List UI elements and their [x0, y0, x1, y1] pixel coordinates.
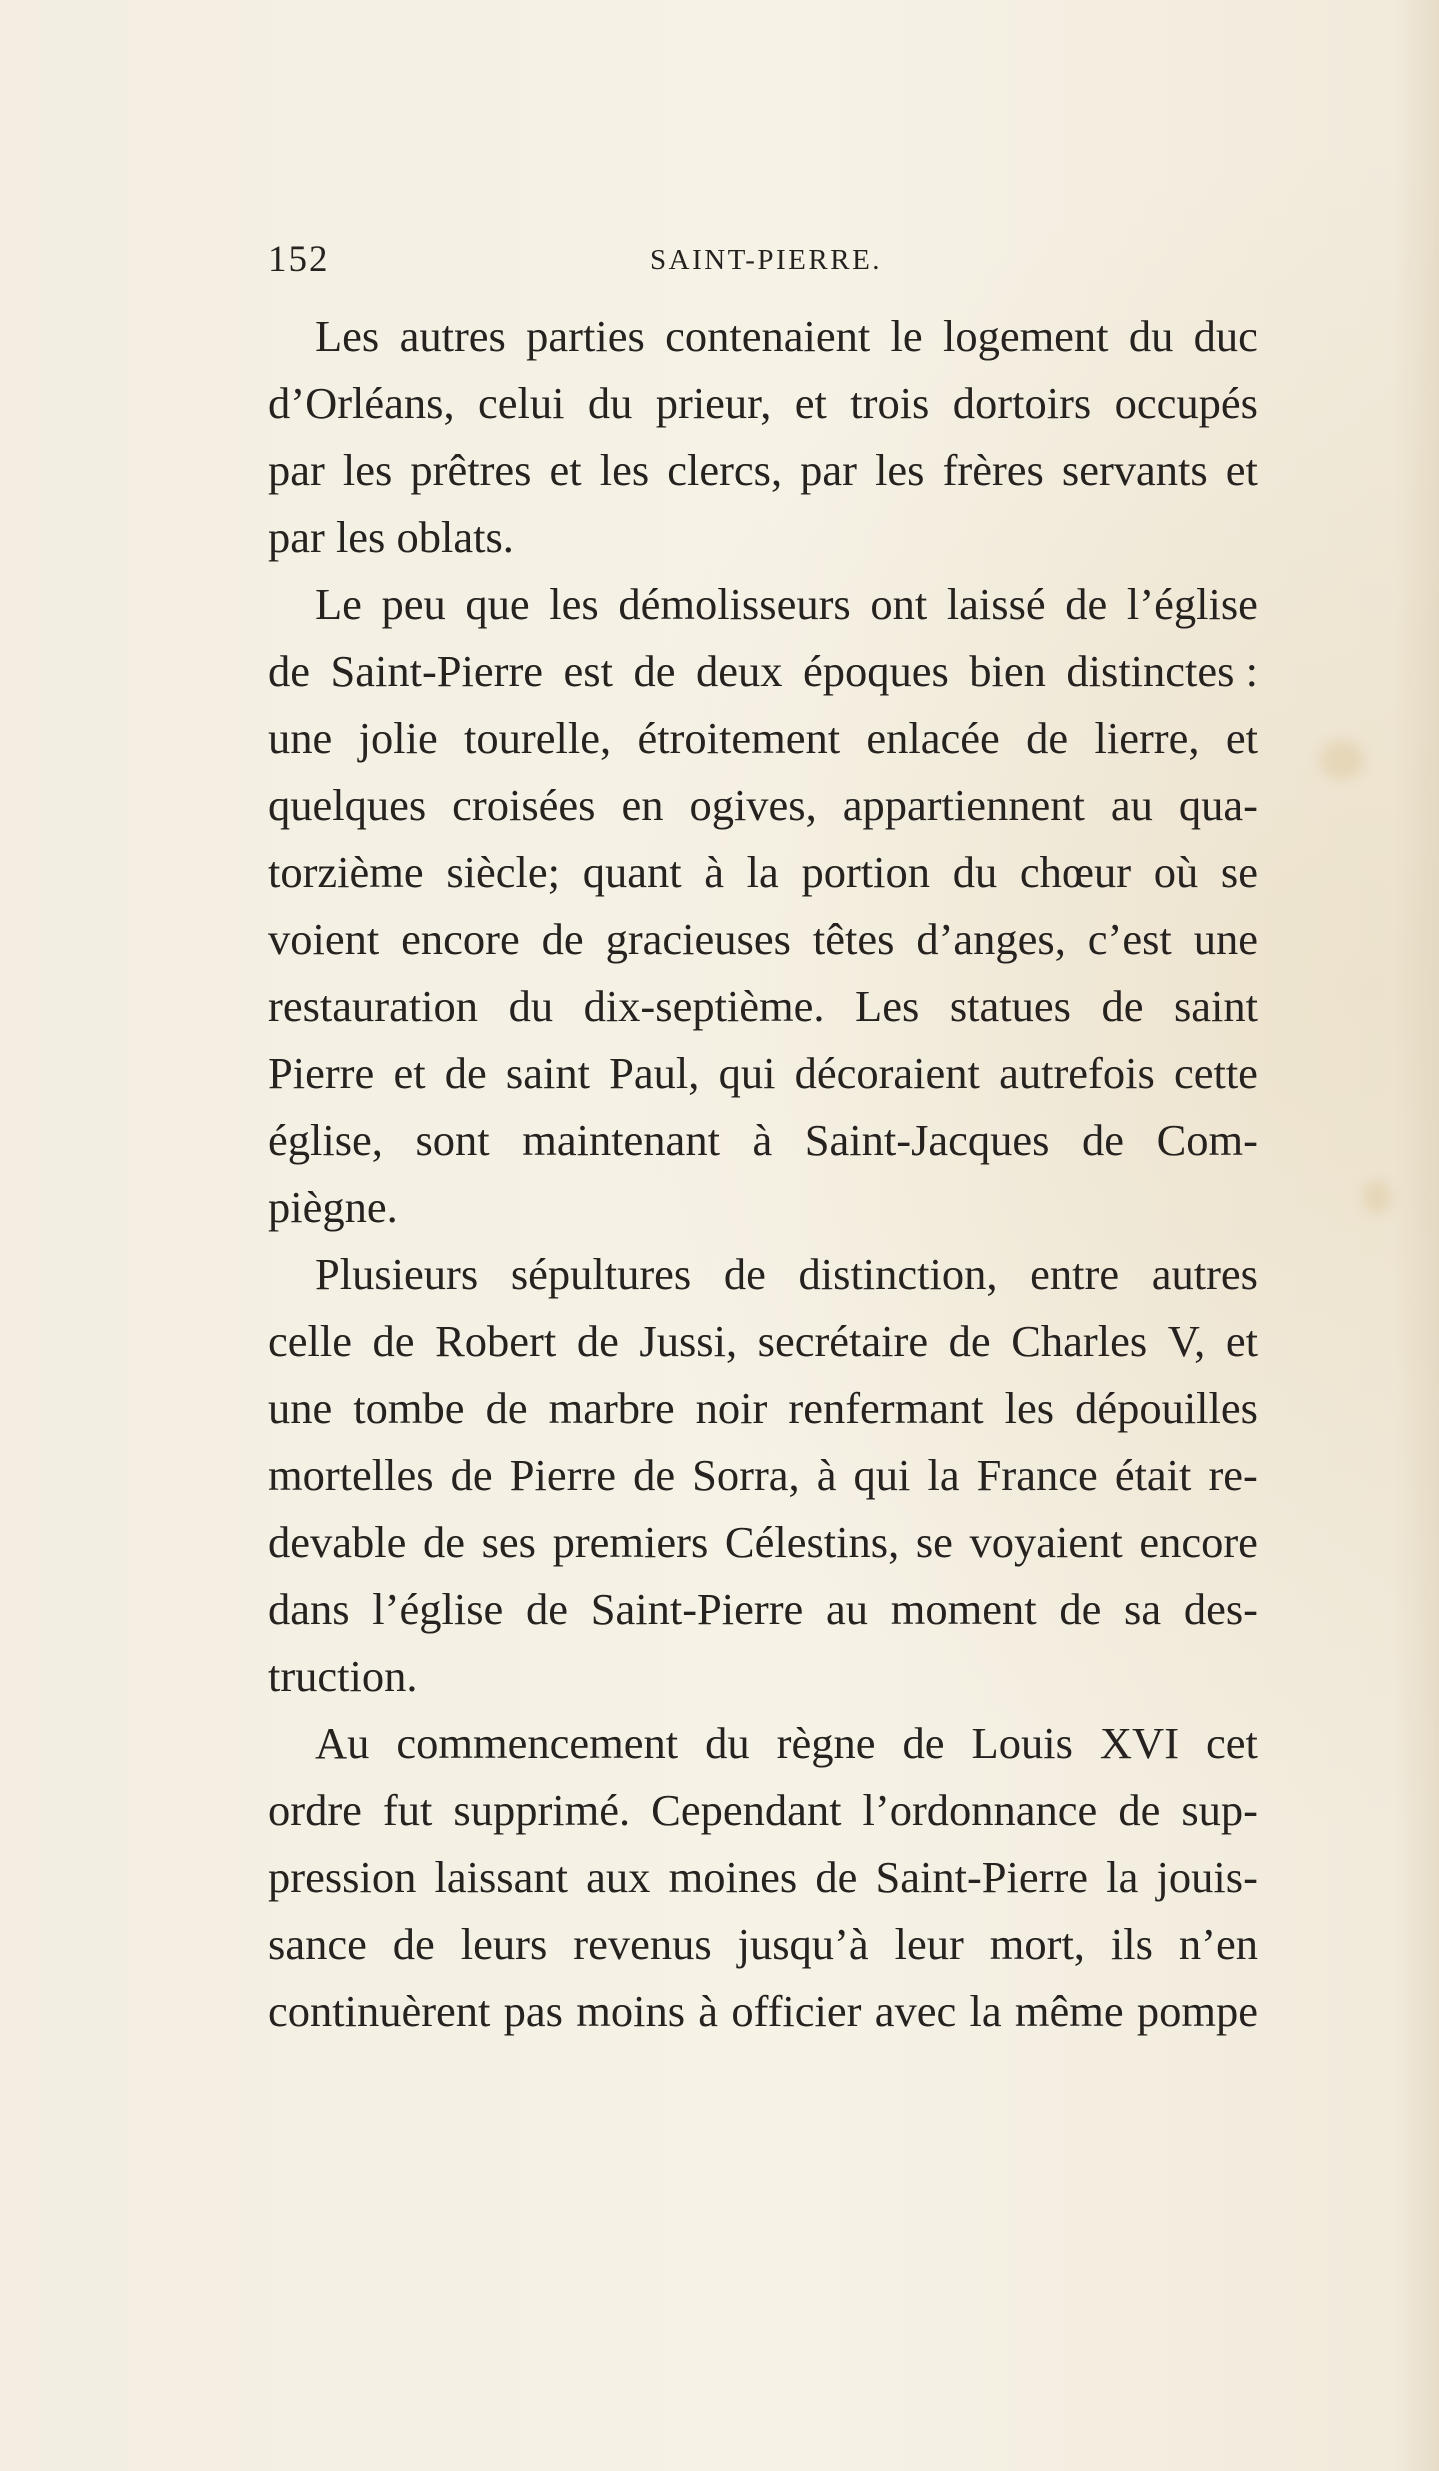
text-line: [268, 437, 1258, 504]
word: deux: [695, 646, 783, 696]
word: dix-septième.: [583, 981, 825, 1031]
word: démolisseurs: [618, 579, 851, 629]
word: c’est: [1087, 914, 1172, 964]
word: du: [587, 378, 633, 428]
word: Les: [855, 981, 920, 1031]
text-line: [268, 906, 1258, 973]
word: ses: [481, 1517, 536, 1567]
word: de: [815, 1852, 858, 1902]
word: noir: [695, 1383, 768, 1433]
word: de: [723, 1249, 766, 1299]
word: fut: [382, 1785, 433, 1835]
word: époques: [802, 646, 949, 696]
word: logement: [942, 311, 1109, 361]
word: Cependant: [651, 1785, 842, 1835]
word: Com-: [1156, 1115, 1258, 1165]
word: de: [392, 1919, 435, 1969]
page-number: 152: [268, 239, 330, 280]
word: mort,: [989, 1919, 1085, 1969]
word: cet: [1206, 1718, 1258, 1768]
word: l’église: [1126, 579, 1258, 629]
word: leurs: [460, 1919, 548, 1969]
text-line: [268, 504, 1258, 571]
word: Pierre: [268, 1048, 375, 1098]
word: du: [508, 981, 554, 1031]
text-line: [268, 1643, 1258, 1710]
word: chœur: [1019, 847, 1132, 897]
word: cette: [1173, 1048, 1258, 1098]
word: continuèrent: [268, 1986, 491, 2036]
word: saint: [505, 1048, 590, 1098]
word: d’anges,: [916, 914, 1066, 964]
text-line: [268, 1978, 1258, 2045]
word: parties: [526, 311, 645, 361]
text-line: [268, 973, 1258, 1040]
word: voient: [268, 914, 380, 964]
word: de: [450, 1450, 493, 1500]
text-line: [268, 705, 1258, 772]
word: où: [1153, 847, 1199, 897]
word: de: [372, 1316, 415, 1366]
word: laissé: [946, 579, 1046, 629]
word: par: [800, 445, 857, 495]
word: dépouilles: [1075, 1383, 1258, 1433]
word: une: [268, 1383, 333, 1433]
text-line: [268, 1576, 1258, 1643]
word: Pierre: [509, 1450, 616, 1500]
word: laissant: [434, 1852, 568, 1902]
page-header: [268, 232, 1258, 292]
word: sa: [1124, 1584, 1162, 1634]
text-line: [268, 1509, 1258, 1576]
text-line: [268, 1844, 1258, 1911]
word: par les oblats.: [268, 512, 514, 562]
word: étroitement: [637, 713, 841, 763]
word: de: [1101, 981, 1144, 1031]
word: entre: [1030, 1249, 1120, 1299]
word: du: [952, 847, 998, 897]
word: truction.: [268, 1651, 418, 1701]
word: revenus: [573, 1919, 712, 1969]
word: la: [1106, 1852, 1139, 1902]
word: marbre: [548, 1383, 675, 1433]
word: secrétaire: [757, 1316, 929, 1366]
word: quant: [582, 847, 682, 897]
text-line: [268, 1040, 1258, 1107]
word: Paul,: [609, 1048, 700, 1098]
word: bien: [969, 646, 1046, 696]
text-line: [268, 1442, 1258, 1509]
word: Louis: [971, 1718, 1073, 1768]
word: France: [976, 1450, 1098, 1500]
word: dans: [268, 1584, 350, 1634]
word: appartiennent: [842, 780, 1085, 830]
word: ils: [1110, 1919, 1153, 1969]
word: de: [1082, 1115, 1125, 1165]
word: de: [633, 1450, 676, 1500]
running-head: SAINT-PIERRE.: [650, 244, 883, 276]
word: contenaient: [665, 311, 871, 361]
paragraph: [268, 1241, 1258, 1710]
word: sup-: [1181, 1785, 1258, 1835]
word: pompe: [1136, 1986, 1258, 2036]
word: et: [393, 1048, 426, 1098]
word: moins: [576, 1986, 686, 2036]
word: au: [1110, 780, 1153, 830]
paragraph: [268, 571, 1258, 1241]
word: des-: [1183, 1584, 1258, 1634]
word: était: [1114, 1450, 1192, 1500]
word: encore: [401, 914, 520, 964]
text-line: [268, 1174, 1258, 1241]
word: quelques: [268, 780, 427, 830]
word: et: [794, 378, 827, 428]
word: mortelles: [268, 1450, 434, 1500]
word: Plusieurs: [315, 1249, 479, 1299]
word: Saint-Pierre: [875, 1852, 1089, 1902]
word: sépultures: [510, 1249, 692, 1299]
word: Saint-Jacques: [804, 1115, 1050, 1165]
text-line: [268, 1911, 1258, 1978]
word: gracieuses: [605, 914, 791, 964]
word: en: [621, 780, 664, 830]
word: ordre: [268, 1785, 362, 1835]
text-line: [268, 1107, 1258, 1174]
text-line: [268, 1777, 1258, 1844]
word: croisées: [452, 780, 596, 830]
word: de: [422, 1517, 465, 1567]
word: autres: [399, 311, 506, 361]
word: enlacée: [866, 713, 1000, 763]
word: de: [1026, 713, 1069, 763]
word: est: [563, 646, 613, 696]
word: de: [1065, 579, 1108, 629]
word: re-: [1208, 1450, 1258, 1500]
word: de: [485, 1383, 528, 1433]
word: voyaient: [969, 1517, 1123, 1567]
word: une: [268, 713, 333, 763]
word: siècle;: [446, 847, 561, 897]
word: l’église: [372, 1584, 504, 1634]
paper-stain: [1362, 1180, 1392, 1214]
text-line: [268, 638, 1258, 705]
text-line: [268, 839, 1258, 906]
word: jusqu’à: [737, 1919, 869, 1969]
word: que: [465, 579, 530, 629]
word: les: [1004, 1383, 1055, 1433]
word: de: [526, 1584, 569, 1634]
word: moines: [668, 1852, 798, 1902]
word: de: [444, 1048, 487, 1098]
word: à: [704, 847, 724, 897]
word: restauration: [268, 981, 479, 1031]
word: une: [1193, 914, 1258, 964]
word: et: [1225, 713, 1258, 763]
word: tourelle,: [464, 713, 612, 763]
word: se: [1220, 847, 1258, 897]
word: les: [875, 445, 925, 495]
word: Les: [315, 311, 380, 361]
word: clercs,: [667, 445, 783, 495]
word: Robert: [435, 1316, 557, 1366]
word: du: [705, 1718, 750, 1768]
word: autres: [1151, 1249, 1258, 1299]
word: piègne.: [268, 1182, 398, 1232]
word: n’en: [1178, 1919, 1258, 1969]
word: les: [549, 579, 599, 629]
paragraph: [268, 303, 1258, 571]
word: qua-: [1178, 780, 1258, 830]
word: lierre,: [1094, 713, 1200, 763]
word: la: [746, 847, 779, 897]
word: se: [915, 1517, 953, 1567]
text-line: [268, 303, 1258, 370]
word: de: [1059, 1584, 1102, 1634]
word: saint: [1173, 981, 1258, 1031]
word: église,: [268, 1115, 383, 1165]
word: ogives,: [689, 780, 817, 830]
word: distinctes :: [1066, 646, 1258, 696]
word: à: [816, 1450, 837, 1500]
word: et: [1225, 445, 1258, 495]
word: qui: [718, 1048, 776, 1098]
word: le: [890, 311, 923, 361]
word: devable: [268, 1517, 407, 1567]
word: la: [927, 1450, 960, 1500]
word: et: [549, 445, 582, 495]
word: du: [1128, 311, 1174, 361]
word: et: [1225, 1316, 1258, 1366]
word: de: [268, 646, 311, 696]
word: duc: [1193, 311, 1258, 361]
word: sont: [415, 1115, 490, 1165]
text-line: [268, 1375, 1258, 1442]
word: qui: [853, 1450, 911, 1500]
paragraph: [268, 1710, 1258, 2045]
text-line: [268, 1241, 1258, 1308]
word: torzième: [268, 847, 424, 897]
word: supprimé.: [453, 1785, 631, 1835]
paper-stain: [1320, 740, 1364, 780]
word: les: [342, 445, 393, 495]
word: maintenant: [522, 1115, 720, 1165]
word: décoraient: [794, 1048, 980, 1098]
word: autrefois: [999, 1048, 1155, 1098]
word: XVI: [1099, 1718, 1180, 1768]
word: têtes: [812, 914, 895, 964]
word: règne: [776, 1718, 876, 1768]
word: prêtres: [410, 445, 532, 495]
word: frères: [942, 445, 1044, 495]
word: portion: [801, 847, 931, 897]
word: de: [541, 914, 584, 964]
word: Sorra,: [692, 1450, 800, 1500]
word: la: [969, 1986, 1002, 2036]
word: sance: [268, 1919, 367, 1969]
word: à: [698, 1986, 719, 2036]
word: distinction,: [798, 1249, 998, 1299]
word: de: [633, 646, 676, 696]
word: V,: [1167, 1316, 1206, 1366]
word: peu: [381, 579, 446, 629]
word: Saint-Pierre: [590, 1584, 804, 1634]
word: celui: [477, 378, 565, 428]
word: d’Orléans,: [268, 378, 455, 428]
word: statues: [949, 981, 1071, 1031]
word: commencement: [396, 1718, 679, 1768]
word: jolie: [358, 713, 438, 763]
word: Charles: [1011, 1316, 1148, 1366]
text-line: [268, 370, 1258, 437]
word: aux: [586, 1852, 651, 1902]
word: servants: [1061, 445, 1208, 495]
word: renfermant: [788, 1383, 984, 1433]
word: jouis-: [1156, 1852, 1258, 1902]
word: Célestins,: [724, 1517, 900, 1567]
word: de: [902, 1718, 945, 1768]
word: officier: [731, 1986, 862, 2036]
word: par: [268, 445, 325, 495]
word: les: [599, 445, 650, 495]
text-line: [268, 571, 1258, 638]
word: pression: [268, 1852, 417, 1902]
word: au: [826, 1584, 869, 1634]
word: même: [1014, 1986, 1124, 2036]
word: avec: [874, 1986, 957, 2036]
word: Le: [315, 579, 362, 629]
page-edge-shadow: [1393, 0, 1439, 2471]
word: premiers: [552, 1517, 709, 1567]
word: l’ordonnance: [862, 1785, 1098, 1835]
word: moment: [890, 1584, 1037, 1634]
text-line: [268, 772, 1258, 839]
word: à: [752, 1115, 773, 1165]
word: celle: [268, 1316, 352, 1366]
word: leur: [894, 1919, 964, 1969]
word: pas: [503, 1986, 563, 2036]
word: tombe: [353, 1383, 465, 1433]
text-line: [268, 1710, 1258, 1777]
word: de: [1118, 1785, 1161, 1835]
word: prieur,: [655, 378, 772, 428]
word: Au: [315, 1718, 370, 1768]
word: occupés: [1114, 378, 1258, 428]
word: de: [576, 1316, 619, 1366]
word: encore: [1139, 1517, 1258, 1567]
text-line: [268, 1308, 1258, 1375]
word: ont: [870, 579, 928, 629]
word: Saint-Pierre: [330, 646, 544, 696]
word: Jussi,: [639, 1316, 738, 1366]
word: de: [948, 1316, 991, 1366]
word: dortoirs: [952, 378, 1092, 428]
body-text: [268, 303, 1258, 2045]
word: trois: [850, 378, 930, 428]
